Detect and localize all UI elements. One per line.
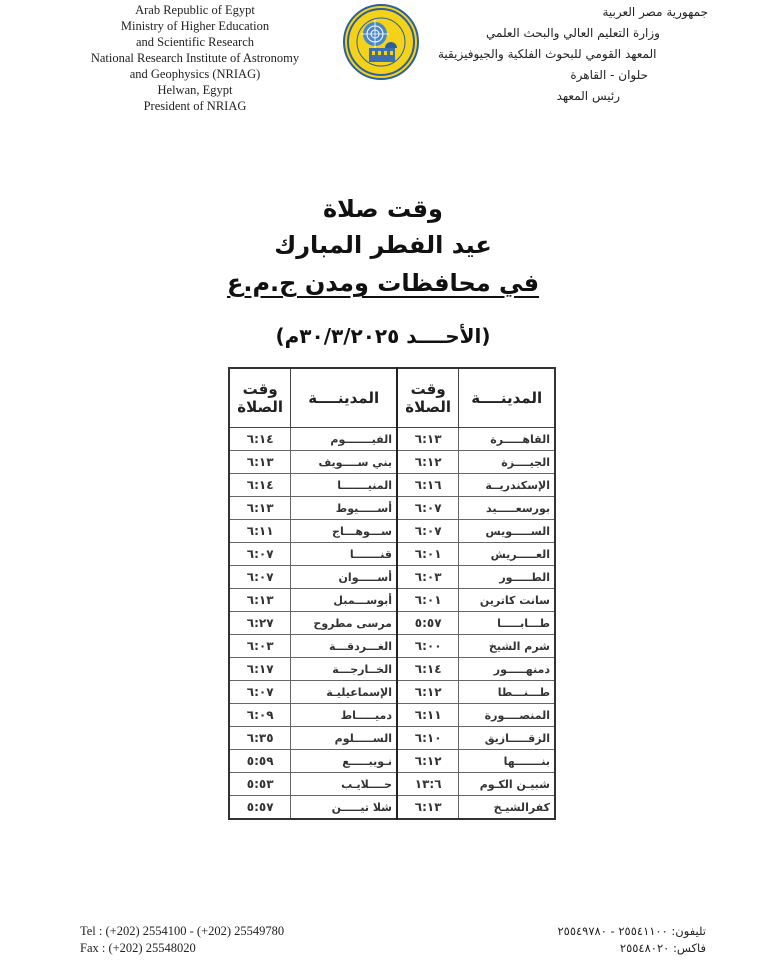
time-cell: ٦:١٣ [229,589,291,612]
city-cell: حــــلايـب [291,773,397,796]
time-cell: ٦:١١ [229,520,291,543]
header-city-2: المدينــــة [291,368,397,428]
time-cell: ٦:١٣ [229,497,291,520]
header-en-line: Arab Republic of Egypt [135,3,255,17]
table-row [229,428,555,451]
city-cell: الإسماعيليـة [291,681,397,704]
time-cell: ٦:٠٣ [229,635,291,658]
city-cell: بنـــــــها [459,750,555,773]
nriag-logo [343,4,419,80]
table-row [229,589,555,612]
city-cell: بني ســــويف [291,451,397,474]
header-ar-line: المعهد القومي للبحوث الفلكية والجيوفيزيقية [438,47,657,61]
table-row [229,727,555,750]
time-cell: ٦:١٣ [397,428,459,451]
header-ar-line: جمهورية مصر العربية [602,5,708,19]
footer-arabic [557,923,706,957]
observatory-emblem-icon [345,6,417,78]
city-cell: طـــنـــطا [459,681,555,704]
city-cell: الســـــلوم [291,727,397,750]
city-cell: أبوســـمبل [291,589,397,612]
time-cell: ٦:٠٧ [229,681,291,704]
table-row [229,451,555,474]
time-cell: ٦:٢٧ [229,612,291,635]
time-cell: ٥:٥٣ [229,773,291,796]
header-ar-line: رئيس المعهد [556,89,620,103]
header-en-line: President of NRIAG [143,99,247,113]
time-cell: ٦:١٤ [397,658,459,681]
time-cell: ٥:٥٧ [229,796,291,820]
table-row [229,750,555,773]
time-cell: ٦:٠٧ [397,520,459,543]
city-cell: مرسى مطروح [291,612,397,635]
table-row [229,497,555,520]
time-cell: ٦:١٤ [229,474,291,497]
footer-english [80,923,284,957]
table-row [229,681,555,704]
city-cell: المنيـــــــا [291,474,397,497]
city-cell: الســـــويس [459,520,555,543]
city-cell: الطـــــور [459,566,555,589]
table-row [229,796,555,820]
city-cell: سانت كاترين [459,589,555,612]
header-ar-line: وزارة التعليم العالي والبحث العلمي [486,26,660,40]
time-cell: ٦:٠٧ [229,543,291,566]
city-cell: الجيــــزة [459,451,555,474]
time-cell: ٦:١٧ [229,658,291,681]
title-governorates-text: في محافظات ومدن ج.م.ع [226,269,540,297]
city-cell: دميـــــاط [291,704,397,727]
city-cell: أســـــيوط [291,497,397,520]
table-header-row [229,368,555,428]
header-arabic [438,2,708,107]
time-cell: ٦:١٢ [397,681,459,704]
title-eid: عيد الفطر المبارك [274,231,492,259]
table-row [229,543,555,566]
time-cell: ٦:٠٣ [397,566,459,589]
prayer-times-table [228,367,556,820]
time-cell: ٥:٥٩ [229,750,291,773]
city-cell: الخــارجـــة [291,658,397,681]
header-city-1: المدينــــة [459,368,555,428]
time-cell: ٦:١٢ [397,750,459,773]
city-cell: الزقـــــازيق [459,727,555,750]
title-date: (الأحــــد ٣٠/٣/٢٠٢٥م) [275,324,491,348]
time-cell: ٦:٠٠ [397,635,459,658]
header-ar-line: حلوان - القاهرة [570,68,648,82]
header-en-line: National Research Institute of Astronomy [90,51,300,65]
city-cell: شلا تيـــــن [291,796,397,820]
time-cell: ٦:٠٩ [229,704,291,727]
table-row [229,635,555,658]
table-row [229,704,555,727]
header-en-line: and Scientific Research [135,35,254,49]
city-cell: أســـــوان [291,566,397,589]
time-cell: ٥:٥٧ [397,612,459,635]
table-row [229,658,555,681]
city-cell: نـويبـــــع [291,750,397,773]
city-cell: كفرالشيـخ [459,796,555,820]
header-english [70,2,320,114]
city-cell: الفيـــــــوم [291,428,397,451]
header-time-1 [397,368,459,428]
time-cell: ٦:٠٧ [229,566,291,589]
city-cell: الغـــردقـــة [291,635,397,658]
header-en-line: Ministry of Higher Education [120,19,270,33]
time-cell: ٦:٣٥ [229,727,291,750]
header-en-line: and Geophysics (NRIAG) [129,67,261,81]
time-cell: ٦:٠٧ [397,497,459,520]
time-cell: ٦:١٠ [397,727,459,750]
city-cell: ســـوهـــاج [291,520,397,543]
city-cell: المنصــــورة [459,704,555,727]
time-cell: ٦:١٣ [397,796,459,820]
time-cell: ٦:١٦ [397,474,459,497]
city-cell: الإسكندريــة [459,474,555,497]
footer-tel-ar: تليفون: ٢٥٥٤١١٠٠ - ٢٥٥٤٩٧٨٠ [557,924,706,938]
table-row [229,566,555,589]
time-cell: ٦:١٢ [397,451,459,474]
city-cell: دمنهـــــور [459,658,555,681]
city-cell: شبيـن الكـوم [459,773,555,796]
title-governorates [0,269,766,297]
footer-fax-ar: فاكس: ٢٥٥٤٨٠٢٠ [619,941,706,955]
time-cell: ١٣:٦ [397,773,459,796]
header-time-line2: الصلاة [237,398,284,416]
table-row [229,474,555,497]
city-cell: قنـــــــا [291,543,397,566]
city-cell: القاهـــــرة [459,428,555,451]
time-cell: ٦:٠١ [397,589,459,612]
city-cell: شرم الشيخ [459,635,555,658]
city-cell: العـــــريش [459,543,555,566]
header-time-line1: وقت [410,380,446,398]
footer-fax: Fax : (+202) 25548020 [80,941,196,955]
time-cell: ٦:٠١ [397,543,459,566]
header-en-line: Helwan, Egypt [157,83,233,97]
table-row [229,520,555,543]
city-cell: بورسعـــــيد [459,497,555,520]
header-time-2 [229,368,291,428]
footer-tel: Tel : (+202) 2554100 - (+202) 25549780 [80,924,285,938]
time-cell: ٦:١١ [397,704,459,727]
city-cell: طـــابـــــا [459,612,555,635]
table-row [229,612,555,635]
time-cell: ٦:١٤ [229,428,291,451]
table-row [229,773,555,796]
header-time-line1: وقت [242,380,278,398]
header-time-line2: الصلاة [405,398,452,416]
title-prayer-time: وقت صلاة [323,195,443,223]
time-cell: ٦:١٣ [229,451,291,474]
